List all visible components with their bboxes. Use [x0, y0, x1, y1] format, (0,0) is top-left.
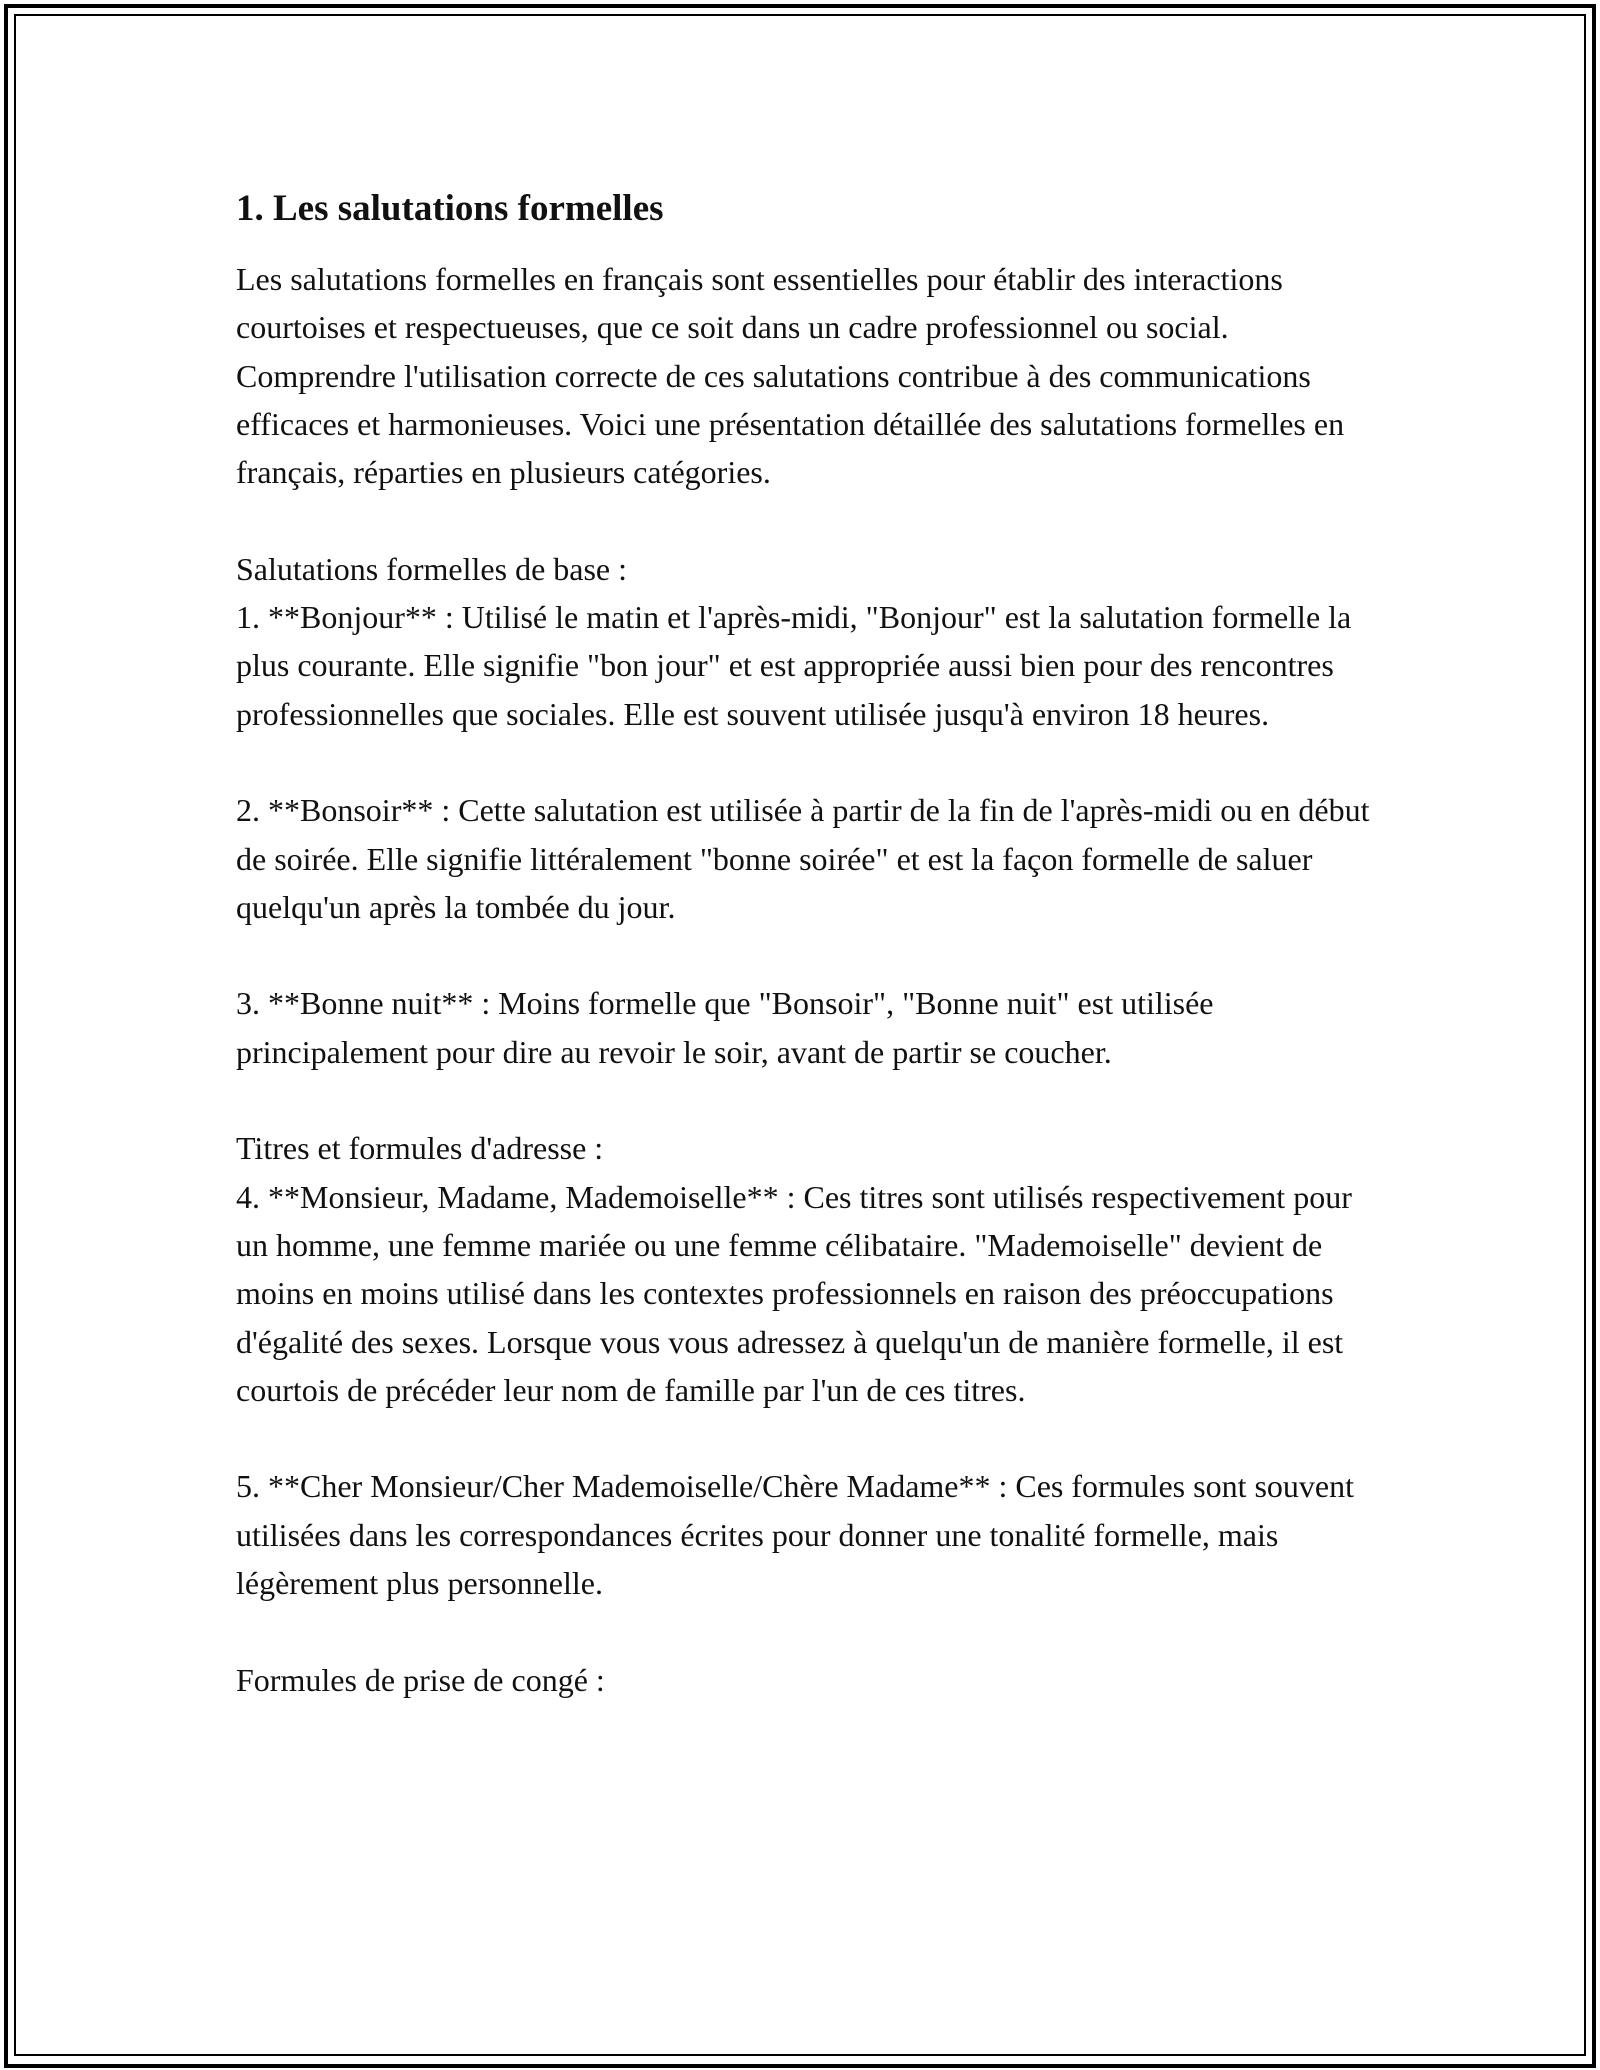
section-heading: 1. Les salutations formelles	[236, 188, 664, 229]
subsection-title-leave: Formules de prise de congé :	[236, 1661, 605, 1698]
paragraph-spacer	[236, 1607, 1376, 1655]
list-item-cher: 5. **Cher Monsieur/Cher Mademoiselle/Chère Madame** : Ces formules sont souvent utilisées dans les correspondances écrites pour donner une tonalité formelle, mais légèrement plus personnelle.	[236, 1468, 1355, 1602]
paragraph-spacer	[236, 496, 1376, 544]
subsection-title-base: Salutations formelles de base :	[236, 550, 628, 587]
list-item-titles: 4. **Monsieur, Madame, Mademoiselle** : Ces titres sont utilisés respectivement pour un homme, une femme mariée ou une femme célibataire. "Mademoiselle" devient de moins en moins utilisé dans les contextes professionnels en raison des préoccupations d'égalité des sexes. Lorsque vous vous adressez à quelqu'un de manière formelle, il est courtois de précéder leur nom de famille par l'un de ces titres.	[236, 1178, 1352, 1408]
intro-paragraph: Les salutations formelles en français sont essentielles pour établir des interactions courtoises et respectueuses, que ce soit dans un cadre professionnel ou social. Comprendre l'utilisation correcte de ces salutations contribue à des communications efficaces et harmonieuses. Voici une présentation détaillée des salutations formelles en français, réparties en plusieurs catégories.	[236, 261, 1345, 491]
subsection-title-titles: Titres et formules d'adresse :	[236, 1130, 604, 1167]
paragraph-spacer	[236, 1076, 1376, 1124]
list-item-bonne-nuit: 3. **Bonne nuit** : Moins formelle que "Bonsoir", "Bonne nuit" est utilisée principalement pour dire au revoir le soir, avant de partir se coucher.	[236, 985, 1214, 1070]
paragraph-spacer	[236, 931, 1376, 979]
paragraph-spacer	[236, 738, 1376, 786]
paragraph-spacer	[236, 1414, 1376, 1462]
list-item-bonjour: 1. **Bonjour** : Utilisé le matin et l'après-midi, "Bonjour" est la salutation formelle la plus courante. Elle signifie "bon jour" et est appropriée aussi bien pour des rencontres professionnelles que sociales. Elle est souvent utilisée jusqu'à environ 18 heures.	[236, 599, 1352, 732]
list-item-bonsoir: 2. **Bonsoir** : Cette salutation est utilisée à partir de la fin de l'après-midi ou en début de soirée. Elle signifie littéralement "bonne soirée" et est la façon formelle de saluer quelqu'un après la tombée du jour.	[236, 792, 1370, 925]
document-body	[236, 185, 1376, 1704]
